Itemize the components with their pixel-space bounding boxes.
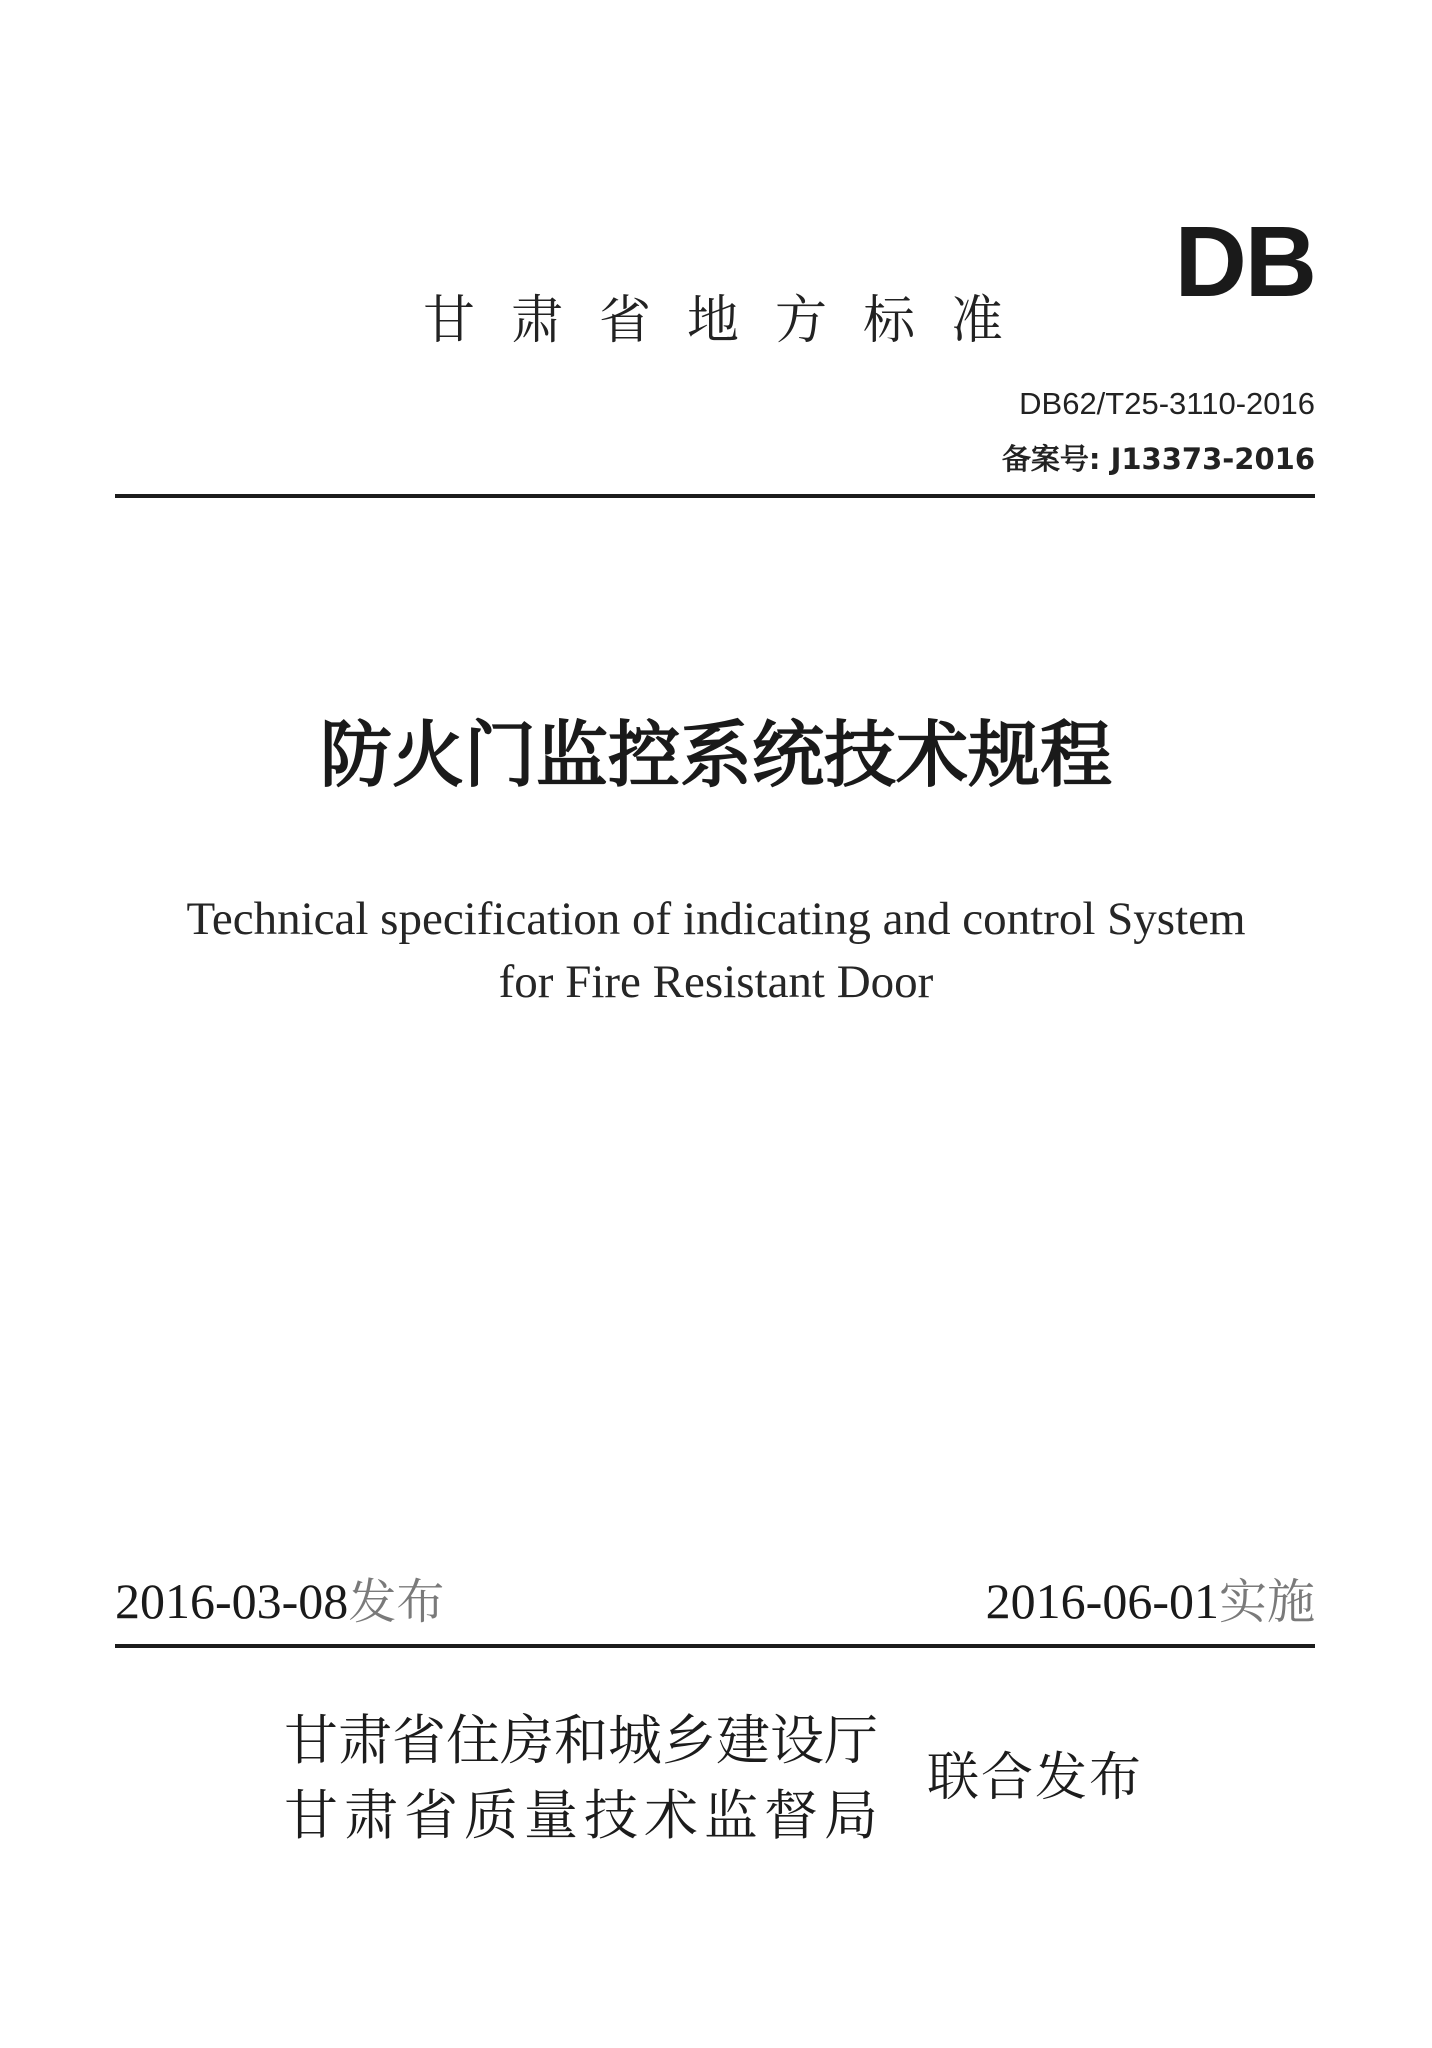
title-english-line-2: for Fire Resistant Door: [498, 956, 934, 1008]
title-english-line-1: Technical specification of indicating and control System: [186, 893, 1246, 945]
effective-date: 2016-06-01: [985, 1573, 1219, 1629]
effective-date-block: [985, 1573, 1315, 1630]
db-mark: DB: [1174, 206, 1315, 318]
issue-date-block: [115, 1573, 445, 1630]
issuer-housing-department: 甘肃省住房和城乡建设厅: [284, 1709, 878, 1772]
effective-label: 实施: [1218, 1574, 1315, 1630]
issue-date: 2016-03-08: [115, 1573, 349, 1629]
header-divider: [115, 494, 1315, 498]
issue-label: 发布: [348, 1574, 445, 1630]
joint-publication-label: 联合发布: [927, 1748, 1144, 1808]
standard-number: DB62/T25-3110-2016: [1019, 386, 1315, 421]
footer-divider: [115, 1644, 1315, 1648]
title-english: [0, 888, 1432, 1014]
filing-number: 备案号: J13373-2016: [1001, 442, 1315, 476]
standard-level-heading: 甘肃省地方标准: [423, 291, 1040, 351]
issuer-quality-bureau: 甘肃省质量技术监督局: [284, 1784, 884, 1847]
title-chinese: 防火门监控系统技术规程: [319, 712, 1112, 797]
